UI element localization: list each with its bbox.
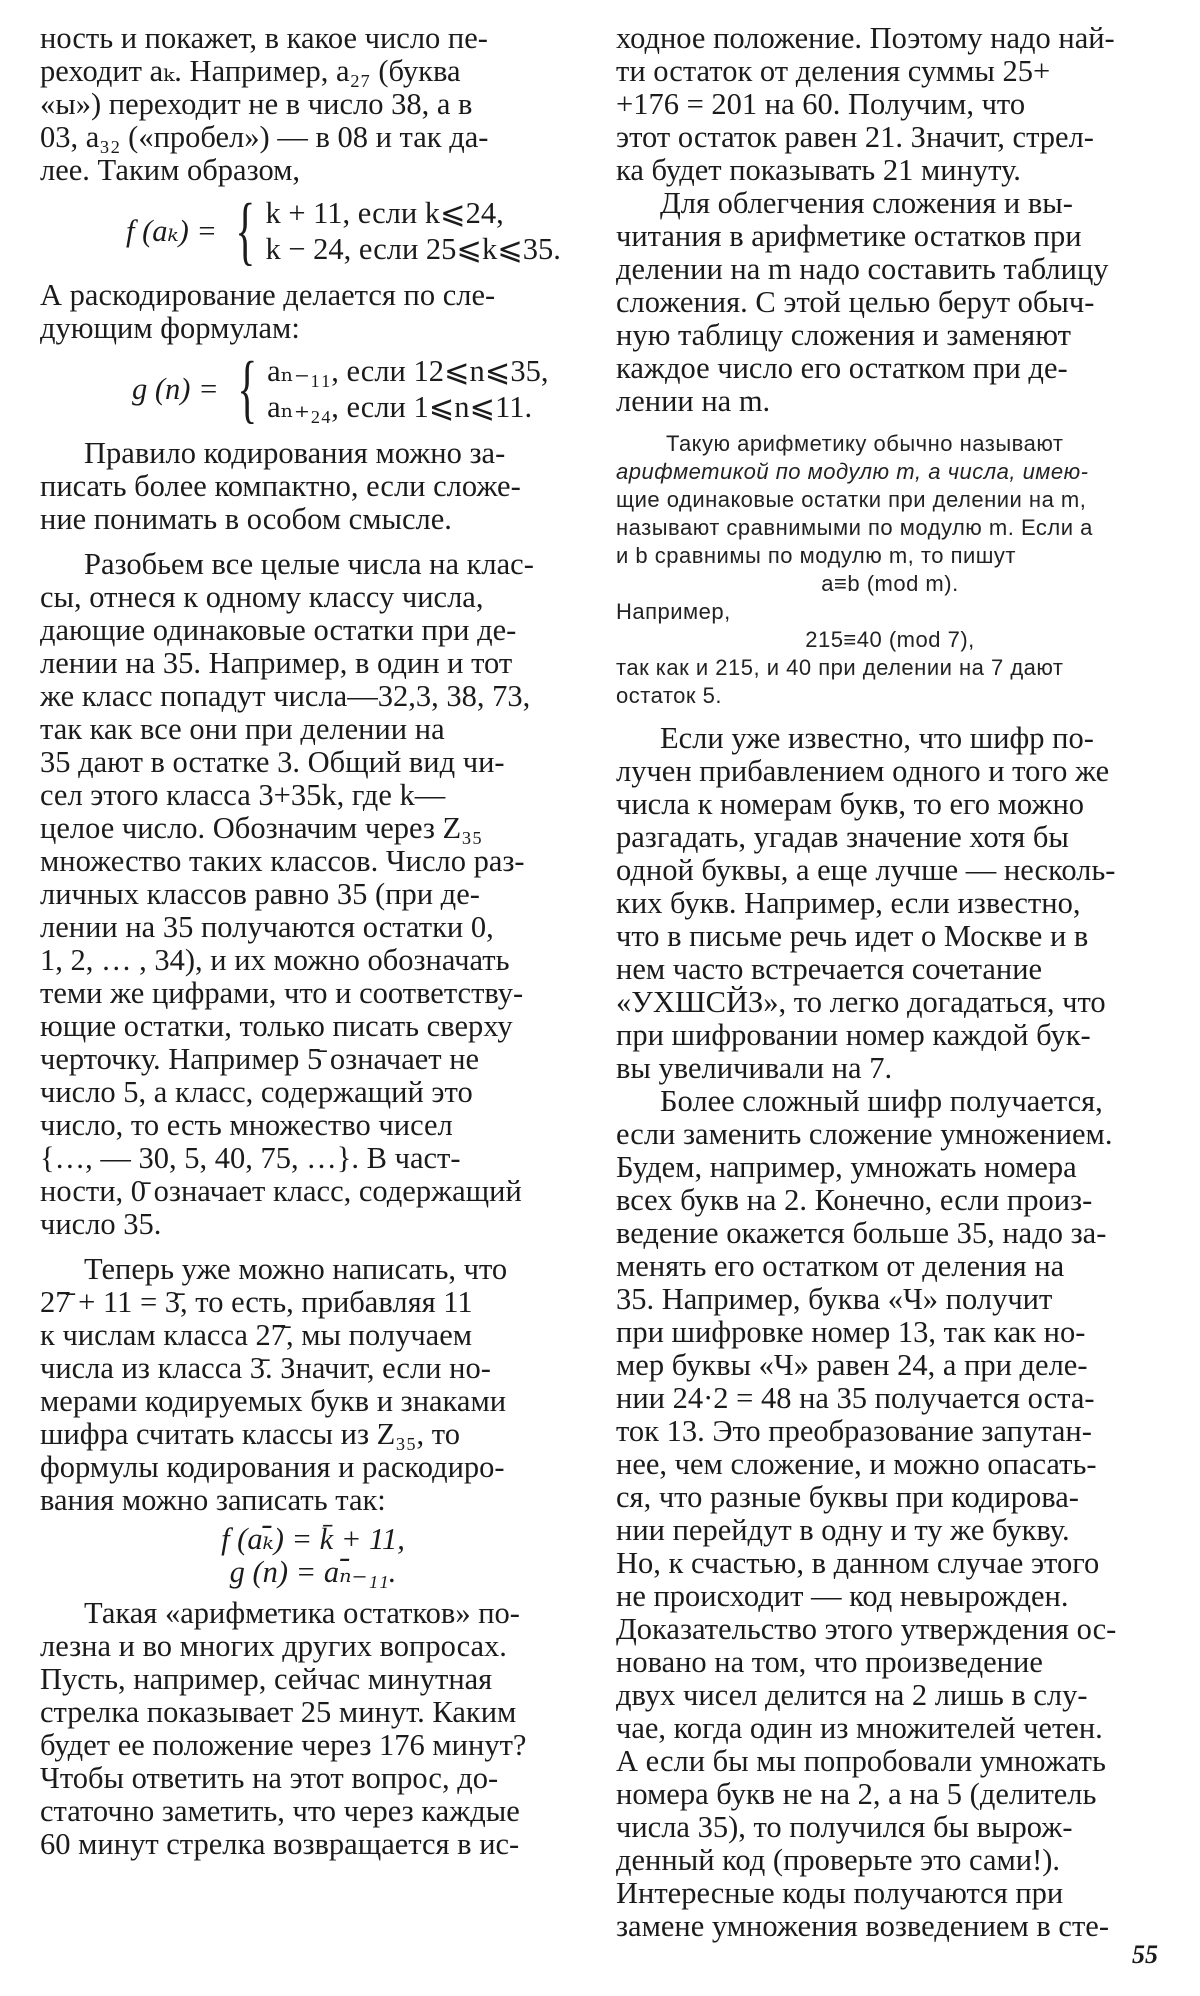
formula-line: g (n) = aₙ̄₋₁₁.: [229, 1556, 397, 1589]
text-line: двух чисел делится на 2 лишь в слу-: [616, 1679, 1088, 1712]
footnote-block: [616, 430, 1164, 710]
text-line: мер буквы «Ч» равен 24, а при деле-: [616, 1349, 1088, 1382]
text-line: делении на m надо составить таблицу: [616, 253, 1109, 286]
paragraph: [40, 22, 586, 187]
text-line: Более сложный шифр получается,: [660, 1085, 1103, 1118]
text-line: 27̄ + 11 = 3̄, то есть, прибавляя 11: [40, 1286, 473, 1319]
paragraph: [40, 1253, 586, 1517]
formula-lhs: f (aₖ) =: [126, 213, 217, 248]
paragraph: [40, 437, 586, 536]
text-line: новано на том, что произведение: [616, 1646, 1043, 1679]
text-line: ти остаток от деления суммы 25+: [616, 55, 1051, 88]
text-line: Будем, например, умножать номера: [616, 1151, 1077, 1184]
paragraph: [40, 279, 586, 345]
formula-line: f (aₖ̄) = k̄ + 11,: [221, 1523, 405, 1556]
note-formula: a≡b (mod m).: [821, 571, 959, 596]
page-number: 55: [1132, 1940, 1158, 1969]
text-line: Теперь уже можно написать, что: [84, 1253, 508, 1286]
text-line: Чтобы ответить на этот вопрос, до-: [40, 1762, 499, 1795]
text-line: разгадать, угадав значение хотя бы: [616, 821, 1069, 854]
text-line: нем часто встречается сочетание: [616, 953, 1043, 986]
text-line: ся, что разные буквы при кодирова-: [616, 1481, 1079, 1514]
formula-case: aₙ₊₂₄, если 1⩽n⩽11.: [267, 390, 533, 424]
note-line: щие одинакoвые остатки при делении на m,: [616, 487, 1087, 512]
paragraph: [40, 1597, 586, 1861]
text-line: каждое число его остатком при де-: [616, 352, 1068, 385]
text-line: дующим формулам:: [40, 312, 300, 345]
text-line: менять его остатком от деления на: [616, 1250, 1065, 1283]
text-line: нии 24·2 = 48 на 35 получается оста-: [616, 1382, 1095, 1415]
text-line: при шифровке номер 13, так как но-: [616, 1316, 1086, 1349]
text-line: что в письме речь идет о Москве и в: [616, 920, 1089, 953]
text-line: не происходит — код невырожден.: [616, 1580, 1069, 1613]
paragraph: [40, 548, 586, 1241]
text-line: лении на m.: [616, 385, 771, 418]
note-line: остаток 5.: [616, 683, 722, 708]
formula-case: aₙ₋₁₁, если 12⩽n⩽35,: [267, 354, 549, 388]
text-line: Такая «арифметика остатков» по-: [84, 1597, 520, 1630]
text-line: стрелка показывает 25 минут. Каким: [40, 1696, 517, 1729]
text-line: всех букв на 2. Конечно, если произ-: [616, 1184, 1093, 1217]
text-line: ведение окажется больше 35, надо за-: [616, 1217, 1107, 1250]
text-line: число 35.: [40, 1208, 162, 1241]
text-line: мерами кодируемых букв и знаками: [40, 1385, 507, 1418]
brace-icon: {: [235, 189, 256, 273]
paragraph: [616, 22, 1164, 187]
text-line: при шифровании номер каждой бук-: [616, 1019, 1091, 1052]
left-column: [40, 22, 586, 1861]
text-line: сы, отнеся к одному классу числа,: [40, 581, 484, 614]
text-line: сел этого класса 3+35k, где k—: [40, 779, 446, 812]
text-line: А раскодирование делается по сле-: [40, 279, 496, 312]
paragraph: [616, 722, 1164, 1085]
text-line: этот остаток равен 21. Значит, стрел-: [616, 121, 1094, 154]
text-line: ходное положение. Поэтому надо най-: [616, 22, 1115, 55]
note-line: так как и 215, и 40 при делении на 7 дают: [616, 655, 1064, 680]
text-line: «УХШСЙЗ», то легко догадаться, что: [616, 986, 1106, 1019]
text-line: Если уже известно, что шифр по-: [660, 722, 1094, 755]
text-line: А если бы мы попробовали умножать: [616, 1745, 1106, 1778]
text-line: 1, 2, … , 34), и их можно обозначать: [40, 944, 510, 977]
text-line: число 5, а класс, содержащий это: [40, 1076, 473, 1109]
text-line: лее. Таким образом,: [40, 154, 301, 187]
text-line: «ы») переходит не в число 38, а в: [40, 88, 473, 121]
text-line: ющие остатки, только писать сверху: [40, 1010, 513, 1043]
text-line: ную таблицу сложения и заменяют: [616, 319, 1071, 352]
right-column: [616, 22, 1164, 1943]
text-line: числа 35), то получился бы вырож-: [616, 1811, 1073, 1844]
text-line: писать более компактно, если сложе-: [40, 470, 521, 503]
text-line: так как все они при делении на: [40, 713, 445, 746]
text-line: числа из класса 3̄. Значит, если но-: [40, 1352, 491, 1385]
text-line: 60 минут стрелка возвращается в ис-: [40, 1828, 520, 1861]
text-line: ности, 0̄ означает класс, содержащий: [40, 1175, 522, 1208]
text-line: числа к номерам букв, то его можно: [616, 788, 1085, 821]
text-line: одной буквы, а еще лучше — несколь-: [616, 854, 1116, 887]
text-line: ние понимать в особом смысле.: [40, 503, 452, 536]
text-line: черточку. Например 5̄ означает не: [40, 1043, 480, 1076]
note-line: Такую арифметику обычно называют: [666, 431, 1064, 456]
text-line: лении на 35. Например, в один и тот: [40, 647, 513, 680]
text-line: если заменить сложение умножением.: [616, 1118, 1113, 1151]
note-line: называют сравнимыми по модулю m. Если a: [616, 515, 1093, 540]
paragraph: [616, 187, 1164, 418]
text-line: множество таких классов. Число раз-: [40, 845, 525, 878]
text-line: денный код (проверьте это сами!).: [616, 1844, 1061, 1877]
text-line: сложения. С этой целью берут обыч-: [616, 286, 1095, 319]
formula-case: k + 11, если k⩽24,: [265, 196, 504, 230]
text-line: теми же цифрами, что и соответству-: [40, 977, 524, 1010]
text-line: формулы кодирования и раскодиро-: [40, 1451, 505, 1484]
paragraph: [616, 1085, 1164, 1943]
text-line: личных классов равно 35 (при де-: [40, 878, 480, 911]
note-line: Например,: [616, 599, 731, 624]
text-line: будет ее положение через 176 минут?: [40, 1729, 527, 1762]
brace-icon: {: [236, 347, 257, 431]
text-line: же класс попадут числа—32,3, 38, 73,: [40, 680, 531, 713]
text-line: целое число. Обозначим через Z₃₅: [40, 812, 483, 845]
text-line: ность и покажет, в какое число пе-: [40, 22, 488, 55]
note-line: и b сравнимы по модулю m, то пишут: [616, 543, 1016, 568]
text-line: лезна и во многих других вопросах.: [40, 1630, 507, 1663]
text-line: Доказательство этого утверждения ос-: [616, 1613, 1117, 1646]
text-line: реходит aₖ. Например, a₂₇ (буква: [40, 55, 461, 88]
text-line: замене умножения возведением в сте-: [616, 1910, 1109, 1943]
text-line: нии перейдут в одну и ту же букву.: [616, 1514, 1070, 1547]
text-line: вания можно записать так:: [40, 1484, 386, 1517]
text-line: число, то есть множество чисел: [40, 1109, 453, 1142]
formula-lhs: g (n) =: [132, 371, 219, 406]
text-line: 35 дают в остатке 3. Общий вид чи-: [40, 746, 505, 779]
text-line: ка будет показывать 21 минуту.: [616, 154, 1021, 187]
text-line: Для облегчения сложения и вы-: [660, 187, 1073, 220]
text-line: 35. Например, буква «Ч» получит: [616, 1283, 1053, 1316]
text-line: вы увеличивали на 7.: [616, 1052, 893, 1085]
encoding-formula: [40, 189, 586, 273]
text-line: номера букв не на 2, а на 5 (делитель: [616, 1778, 1097, 1811]
text-line: нее, чем сложение, и можно опасать-: [616, 1448, 1097, 1481]
text-line: {…, — 30, 5, 40, 75, …}. В част-: [40, 1142, 461, 1175]
text-line: шифра считать классы из Z₃₅, то: [40, 1418, 460, 1451]
text-line: Разобьем все целые числа на клас-: [84, 548, 534, 581]
note-formula: 215≡40 (mod 7),: [805, 627, 975, 652]
text-line: 03, a₃₂ («пробел») — в 08 и так да-: [40, 121, 489, 154]
text-line: +176 = 201 на 60. Получим, что: [616, 88, 1026, 121]
text-line: лучен прибавлением одного и того же: [616, 755, 1110, 788]
text-line: дающие одинаковые остатки при де-: [40, 614, 517, 647]
formula-case: k − 24, если 25⩽k⩽35.: [265, 232, 561, 266]
text-line: ких букв. Например, если известно,: [616, 887, 1081, 920]
text-line: чае, когда один из множителей четен.: [616, 1712, 1103, 1745]
text-line: статочно заметить, что через каждые: [40, 1795, 520, 1828]
text-line: ток 13. Это преобразование запутан-: [616, 1415, 1092, 1448]
note-line: арифметикой по модулю m, а числа, имею-: [616, 459, 1089, 484]
text-line: Интересные коды получаются при: [616, 1877, 1064, 1910]
text-line: к числам класса 27̄, мы получаем: [40, 1319, 473, 1352]
text-line: Но, к счастью, в данном случае этого: [616, 1547, 1100, 1580]
text-line: Пусть, например, сейчас минутная: [40, 1663, 493, 1696]
text-line: читания в арифметике остатков при: [616, 220, 1082, 253]
text-line: лении на 35 получаются остатки 0,: [40, 911, 494, 944]
decoding-formula: [40, 347, 586, 431]
text-line: Правило кодирования можно за-: [84, 437, 506, 470]
